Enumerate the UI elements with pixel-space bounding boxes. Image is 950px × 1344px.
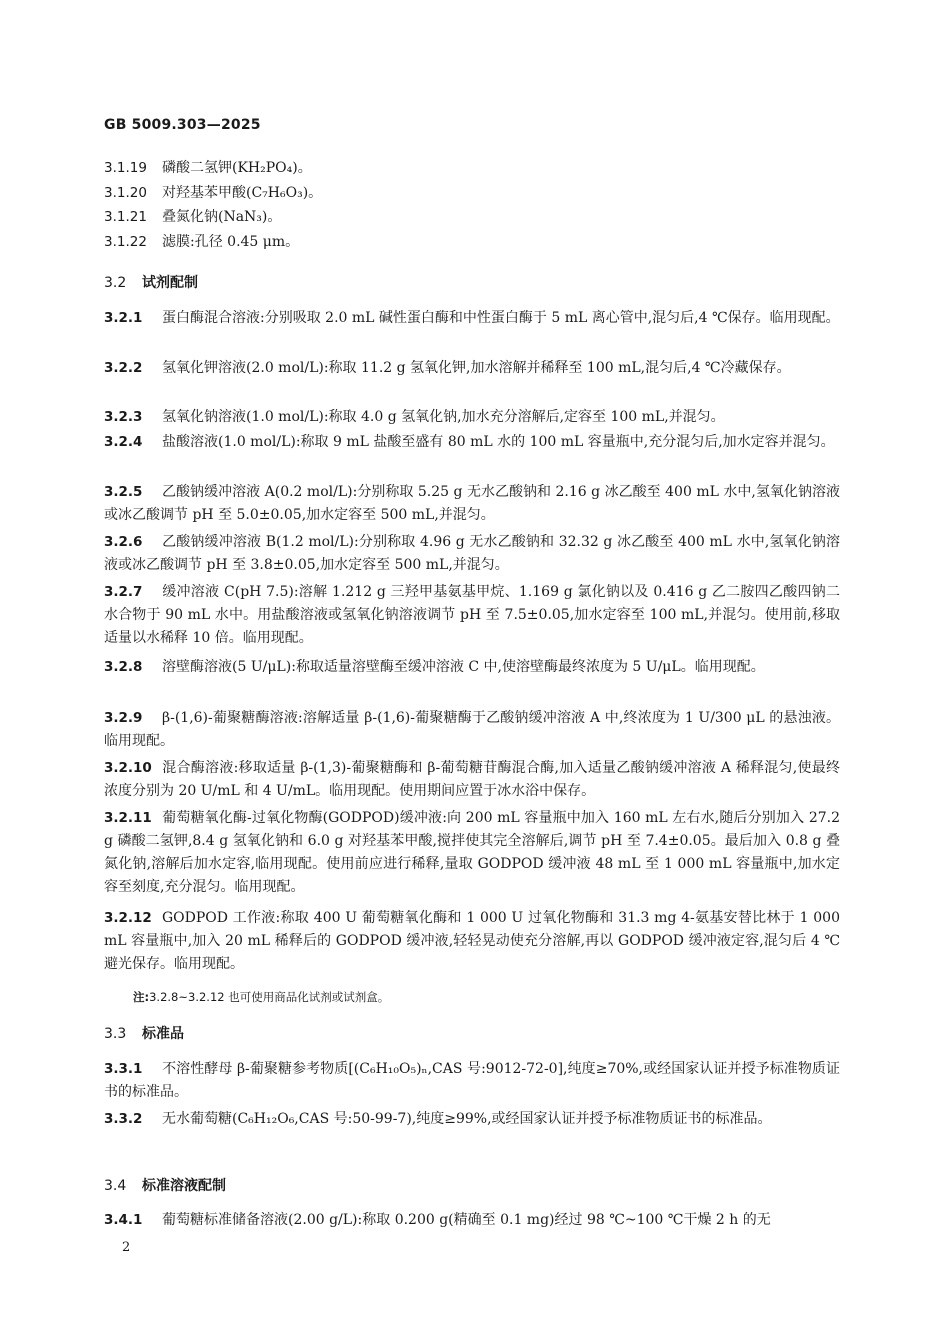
paragraph: [104, 481, 840, 527]
clause-text: 缓冲溶液 C(pH 7.5):溶解 1.212 g 三羟甲基氨基甲烷、1.169 g 氯化钠以及 0.416 g 乙二胺四乙酸四钠二水合物于 90 mL 水中。用盐酸溶液或氢氧化钠溶液调节 pH 至 7.5±0.05,加水定容至 100 mL,并混匀。使用前,移取适量以水稀释 10 倍。临用现配。: [104, 584, 840, 646]
clause-text: 无水葡萄糖(C₆H₁₂O₆,CAS 号:50-99-7),纯度≥99%,或经国家认证并授予标准物质证书的标准品。: [162, 1111, 772, 1127]
section-title: 标准溶液配制: [142, 1178, 226, 1194]
clause-text: 混合酶溶液:移取适量 β-(1,3)-葡聚糖酶和 β-葡萄糖苷酶混合酶,加入适量乙酸钠缓冲溶液 A 稀释混匀,使最终浓度分别为 20 U/mL 和 4 U/mL。临用现配。使用期间应置于冰水浴中保存。: [104, 760, 840, 799]
clause-number: 3.2.9: [104, 710, 143, 726]
paragraph: [104, 1108, 840, 1131]
clause-text: 葡萄糖标准储备溶液(2.00 g/L):称取 0.200 g(精确至 0.1 mg)经过 98 ℃~100 ℃干燥 2 h 的无: [162, 1212, 771, 1228]
clause-number: 3.2.10: [104, 760, 152, 776]
list-item: [104, 182, 840, 204]
clause-number: 3.1.20: [104, 185, 147, 201]
section-heading: [104, 1175, 226, 1195]
clause-text: 葡萄糖氧化酶-过氧化物酶(GODPOD)缓冲液:向 200 mL 容量瓶中加入 160 mL 左右水,随后分别加入 27.2 g 磷酸二氢钾,8.4 g 氢氧化钠和 6.0 g 对羟基苯甲酸,搅拌使其完全溶解后,调节 pH 至 7.4±0.05。最后加入 0.8 g 叠氮化钠,溶解后加水定容,临用现配。使用前应进行稀释,量取 GODPOD 缓冲液 48 mL 至 1 000 mL 容量瓶中,加水定容至刻度,充分混匀。临用现配。: [104, 810, 840, 895]
clause-number: 3.1.22: [104, 234, 147, 250]
clause-text: 乙酸钠缓冲溶液 B(1.2 mol/L):分别称取 4.96 g 无水乙酸钠和 32.32 g 冰乙酸至 400 mL 水中,氢氧化钠溶液或冰乙酸调节 pH 至 3.8±0.05,加水定容至 500 mL,并混匀。: [104, 534, 840, 573]
paragraph: [104, 1058, 840, 1104]
clause-number: 3.2.4: [104, 434, 143, 450]
paragraph: [104, 357, 840, 380]
paragraph: [104, 406, 840, 429]
standard-code: GB 5009.303—2025: [104, 117, 261, 133]
paragraph: [104, 307, 840, 330]
clause-text: 滤膜:孔径 0.45 μm。: [162, 234, 300, 250]
clause-text: β-(1,6)-葡聚糖酶溶液:溶解适量 β-(1,6)-葡聚糖酶于乙酸钠缓冲溶液 A 中,终浓度为 1 U/300 μL 的悬浊液。临用现配。: [104, 710, 840, 749]
clause-text: 蛋白酶混合溶液:分别吸取 2.0 mL 碱性蛋白酶和中性蛋白酶于 5 mL 离心管中,混匀后,4 ℃保存。临用现配。: [162, 310, 840, 326]
clause-text: 叠氮化钠(NaN₃)。: [162, 209, 282, 225]
section-heading: [104, 272, 198, 292]
section-heading: [104, 1023, 184, 1043]
clause-number: 3.2.8: [104, 659, 143, 675]
clause-text: GODPOD 工作液:称取 400 U 葡萄糖氧化酶和 1 000 U 过氧化物酶和 31.3 mg 4-氨基安替比林于 1 000 mL 容量瓶中,加入 20 mL 稀释后的 GODPOD 缓冲液,轻轻晃动使充分溶解,再以 GODPOD 缓冲液定容,混匀后 4 ℃避光保存。临用现配。: [104, 910, 841, 972]
clause-number: 3.2.7: [104, 584, 143, 600]
clause-text: 盐酸溶液(1.0 mol/L):称取 9 mL 盐酸至盛有 80 mL 水的 100 mL 容量瓶中,充分混匀后,加水定容并混匀。: [162, 434, 835, 450]
section-number: 3.2: [104, 275, 127, 291]
clause-number: 3.2.12: [104, 910, 152, 926]
section-title: 标准品: [142, 1026, 184, 1042]
paragraph: [104, 1209, 840, 1232]
clause-text: 氢氧化钾溶液(2.0 mol/L):称取 11.2 g 氢氧化钾,加水溶解并稀释至 100 mL,混匀后,4 ℃冷藏保存。: [162, 360, 791, 376]
paragraph: [104, 431, 840, 454]
list-item: [104, 231, 840, 253]
paragraph: [104, 707, 840, 753]
clause-number: 3.3.1: [104, 1061, 143, 1077]
list-item: [104, 157, 840, 179]
clause-number: 3.2.1: [104, 310, 143, 326]
clause-text: 对羟基苯甲酸(C₇H₆O₃)。: [162, 185, 323, 201]
clause-number: 3.1.19: [104, 160, 147, 176]
paragraph: [104, 907, 840, 976]
paragraph: [104, 757, 840, 803]
section-number: 3.3: [104, 1026, 127, 1042]
clause-text: 氢氧化钠溶液(1.0 mol/L):称取 4.0 g 氢氧化钠,加水充分溶解后,定容至 100 mL,并混匀。: [162, 409, 725, 425]
note: [133, 989, 389, 1005]
clause-number: 3.3.2: [104, 1111, 143, 1127]
list-item: [104, 206, 840, 228]
note-label: 注:: [133, 990, 150, 1004]
clause-number: 3.2.11: [104, 810, 152, 826]
clause-number: 3.2.5: [104, 484, 143, 500]
clause-text: 磷酸二氢钾(KH₂PO₄)。: [162, 160, 312, 176]
paragraph: [104, 807, 840, 899]
paragraph: [104, 581, 840, 650]
clause-number: 3.1.21: [104, 209, 147, 225]
clause-text: 不溶性酵母 β-葡聚糖参考物质[(C₆H₁₀O₅)ₙ,CAS 号:9012-72-0],纯度≥70%,或经国家认证并授予标准物质证书的标准品。: [104, 1061, 840, 1100]
note-text: 3.2.8~3.2.12 也可使用商品化试剂或试剂盒。: [149, 990, 390, 1004]
clause-text: 乙酸钠缓冲溶液 A(0.2 mol/L):分别称取 5.25 g 无水乙酸钠和 2.16 g 冰乙酸至 400 mL 水中,氢氧化钠溶液或冰乙酸调节 pH 至 5.0±0.05,加水定容至 500 mL,并混匀。: [104, 484, 840, 523]
paragraph: [104, 531, 840, 577]
page-number: 2: [122, 1240, 131, 1255]
clause-number: 3.2.2: [104, 360, 143, 376]
section-number: 3.4: [104, 1178, 127, 1194]
section-title: 试剂配制: [142, 275, 198, 291]
clause-number: 3.2.6: [104, 534, 143, 550]
clause-text: 溶壁酶溶液(5 U/μL):称取适量溶壁酶至缓冲溶液 C 中,使溶壁酶最终浓度为 5 U/μL。临用现配。: [162, 659, 765, 675]
clause-number: 3.4.1: [104, 1212, 143, 1228]
paragraph: [104, 656, 840, 679]
clause-number: 3.2.3: [104, 409, 143, 425]
